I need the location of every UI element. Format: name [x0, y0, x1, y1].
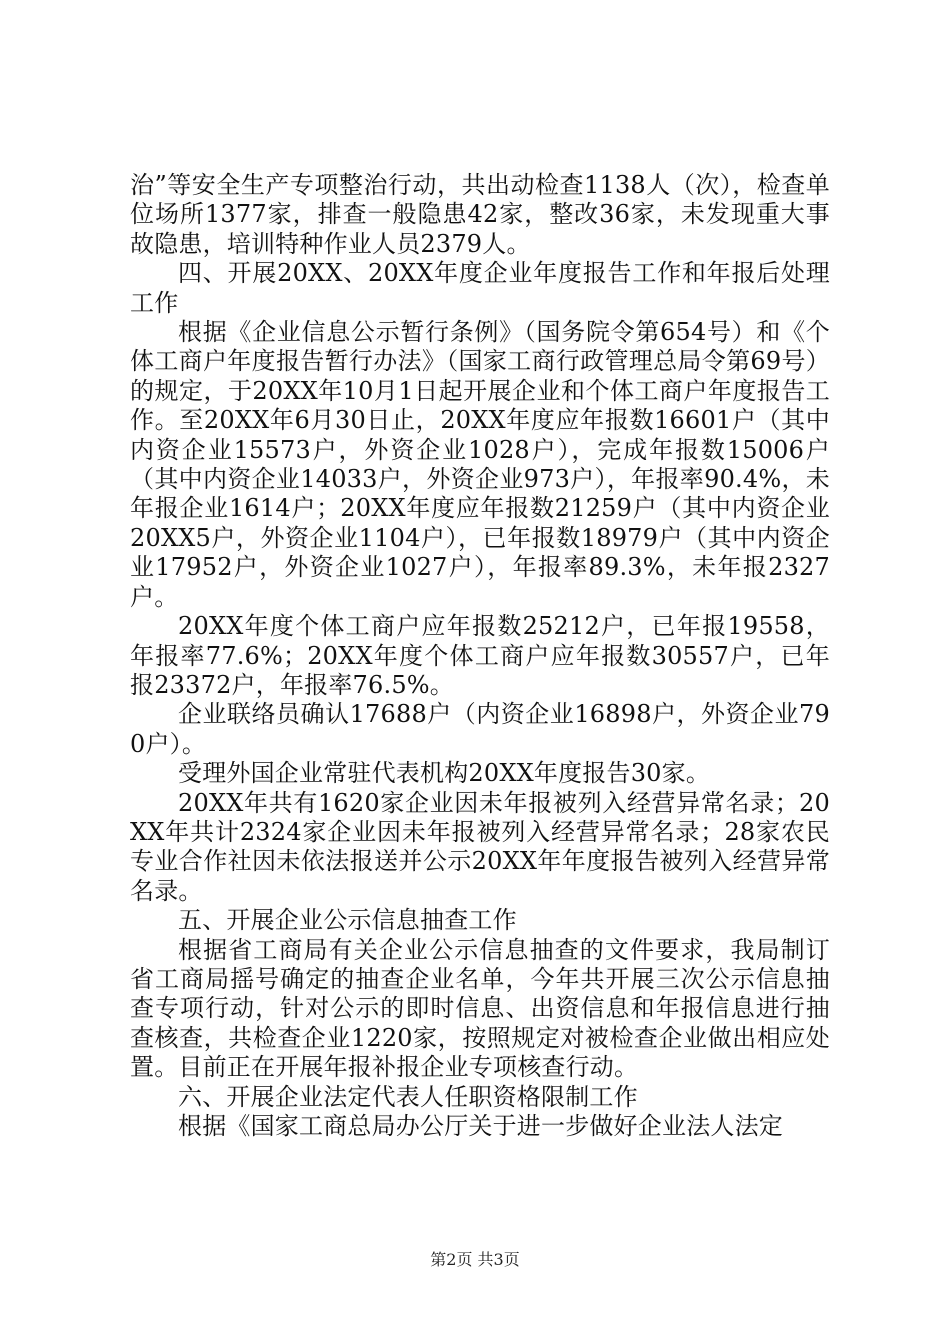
page-footer: 第2页 共3页 — [430, 1250, 520, 1269]
paragraph-10: 根据《国家工商总局办公厅关于进一步做好企业法人法定 — [178, 1112, 783, 1140]
paragraph-2: 根据《企业信息公示暂行条例》（国务院令第654号）和《个体工商户年度报告暂行办法》（国家工商行政管理总局令第69号）的规定，于20XX年10月1日起开展企业和个体工商户年度报告工作。至20XX年6月30日止，20XX年度应年报数16601户（其中内资企业15573户，外资企业1028户），完成年报数15006户（其中内资企业14033户，外资企业973户），年报率90.4%，未年报企业1614户；20XX年度应年报数21259户（其中内资企业20XX5户，外资企业1104户），已年报数18979户（其中内资企业17952户，外资企业1027户），年报率89.3%，未年报2327户。 — [130, 318, 830, 611]
paragraph-3: 20XX年度个体工商户应年报数25212户，已年报19558，年报率77.6%；20XX年度个体工商户应年报数30557户，已年报23372户，年报率76.5%。 — [130, 612, 830, 699]
paragraph-5: 受理外国企业常驻代表机构20XX年度报告30家。 — [178, 759, 711, 788]
paragraph-8: 根据省工商局有关企业公示信息抽查的文件要求，我局制订省工商局摇号确定的抽查企业名单，今年共开展三次公示信息抽查专项行动，针对公示的即时信息、出资信息和年报信息进行抽查核查，共检查企业1220家，按照规定对被检查企业做出相应处置。目前正在开展年报补报企业专项核查行动。 — [130, 935, 830, 1082]
document-body — [130, 171, 830, 1141]
section-heading-6: 六、开展企业法定代表人任职资格限制工作 — [178, 1082, 638, 1111]
paragraph-4: 企业联络员确认17688户（内资企业16898户，外资企业790户）。 — [130, 700, 830, 758]
section-heading-5: 五、开展企业公示信息抽查工作 — [178, 906, 517, 935]
paragraph-0: 治”等安全生产专项整治行动，共出动检查1138人（次），检查单位场所1377家，排查一般隐患42家，整改36家，未发现重大事故隐患，培训特种作业人员2379人。 — [130, 171, 830, 258]
paragraph-6: 20XX年共有1620家企业因未年报被列入经营异常名录；20XX年共计2324家企业因未年报被列入经营异常名录；28家农民专业合作社因未依法报送并公示20XX年年度报告被列入经营异常名录。 — [130, 788, 830, 905]
section-heading-4: 四、开展20XX、20XX年度企业年度报告工作和年报后处理工作 — [130, 259, 830, 317]
